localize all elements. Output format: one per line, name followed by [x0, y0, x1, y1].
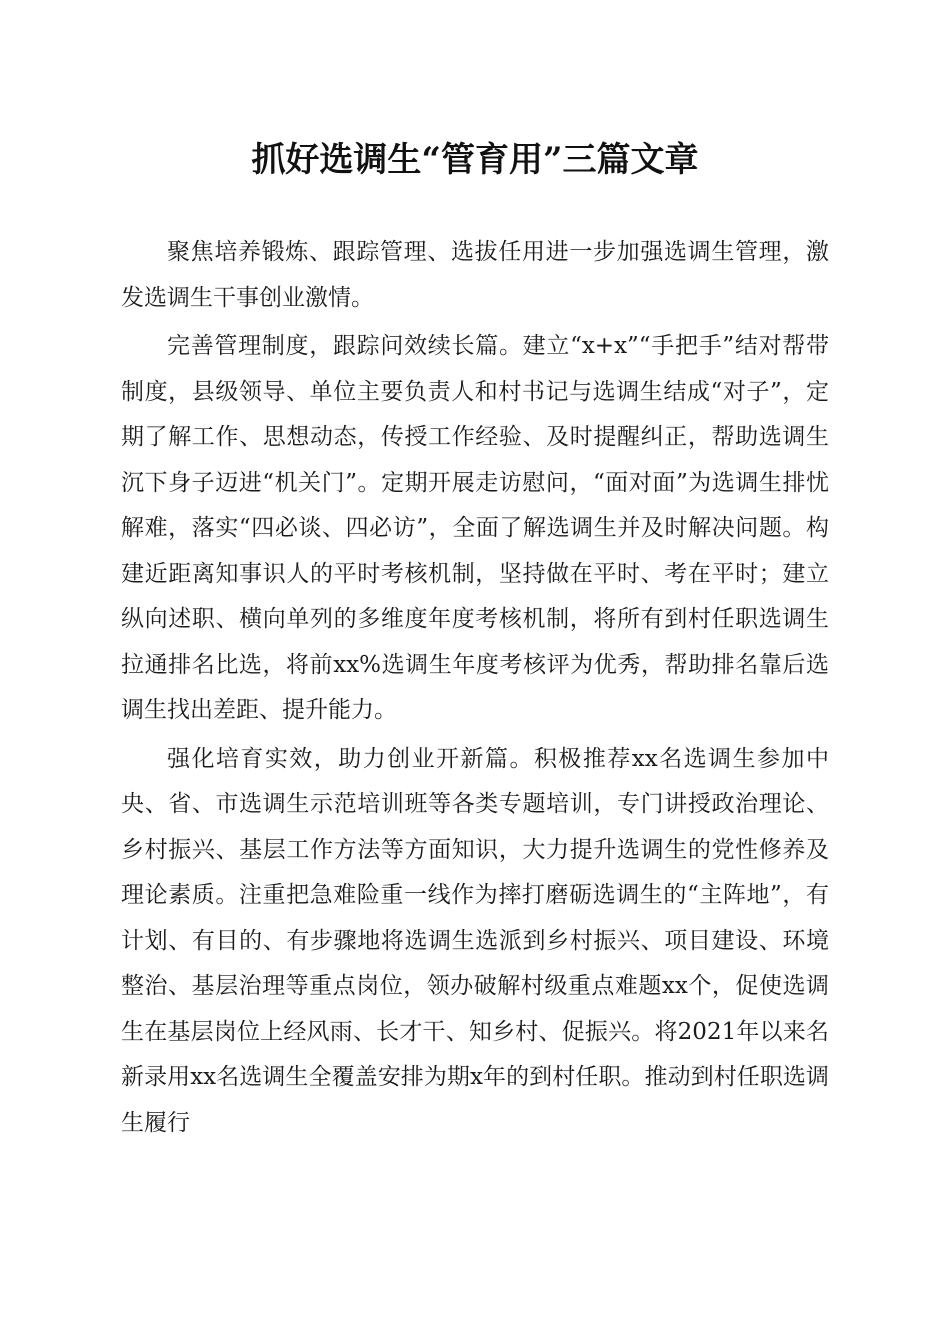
paragraph-training: 强化培育实效，助力创业开新篇。积极推荐xx名选调生参加中央、省、市选调生示范培训班等各类专题培训，专门讲授政治理论、乡村振兴、基层工作方法等方面知识，大力提升选调生的党性修养及理论素质。注重把急难险重一线作为摔打磨砺选调生的“主阵地”，有计划、有目的、有步骤地将选调生选派到乡村振兴、项目建设、环境整治、基层治理等重点岗位，领办破解村级重点难题xx个，促使选调生在基层岗位上经风雨、长才干、知乡村、促振兴。将2021年以来名新录用xx名选调生全覆盖安排为期x年的到村任职。推动到村任职选调生履行	[121, 745, 829, 1136]
paragraph-management: 完善管理制度，跟踪问效续长篇。建立“x+x”“手把手”结对帮带制度，县级领导、单位主要负责人和村书记与选调生结成“对子”，定期了解工作、思想动态，传授工作经验、及时提醒纠正，帮助选调生沉下身子迈进“机关门”。定期开展走访慰问，“面对面”为选调生排忧解难，落实“四必谈、四必访”，全面了解选调生并及时解决问题。构建近距离知事识人的平时考核机制，坚持做在平时、考在平时；建立纵向述职、横向单列的多维度年度考核机制，将所有到村任职选调生拉通排名比选，将前xx%选调生年度考核评为优秀，帮助排名靠后选调生找出差距、提升能力。	[121, 333, 829, 723]
paragraph-intro: 聚焦培养锻炼、跟踪管理、选拔任用进一步加强选调生管理，激发选调生干事创业激情。	[121, 239, 829, 311]
document-body	[121, 230, 829, 1146]
document-title: 抓好选调生“管育用”三篇文章	[251, 140, 699, 180]
